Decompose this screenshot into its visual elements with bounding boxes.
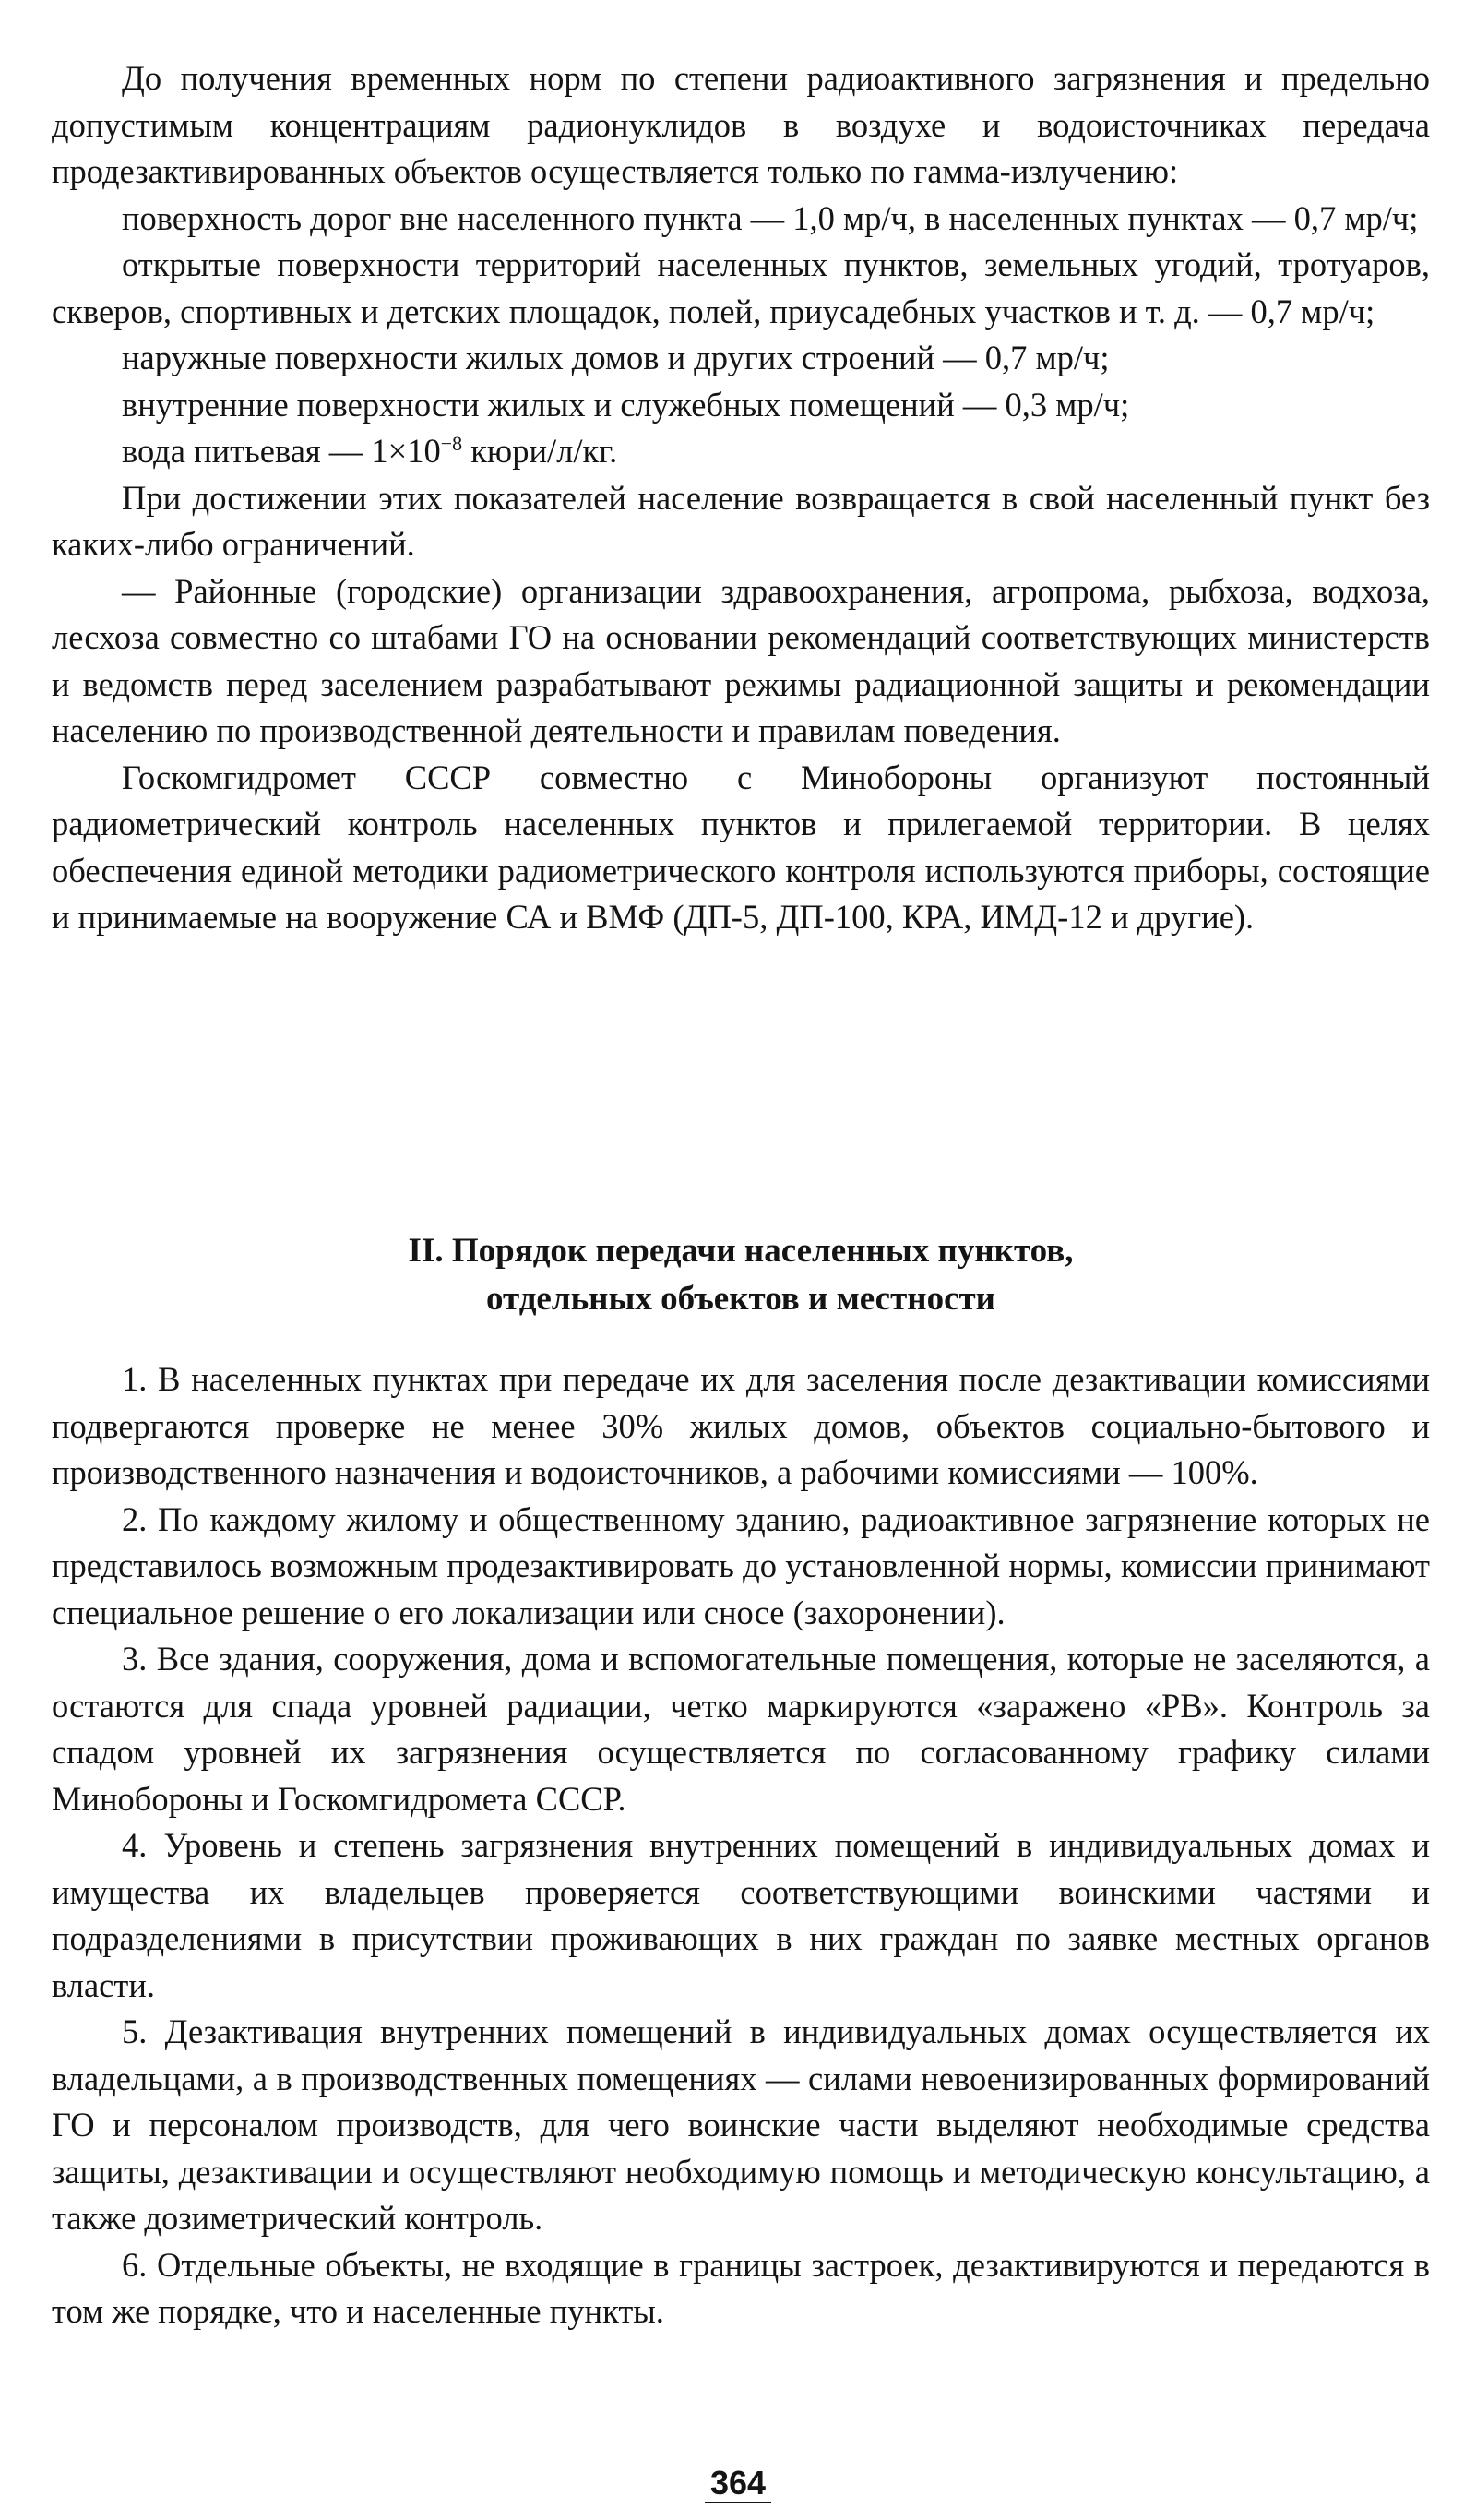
paragraph: Госкомгидромет СССР совместно с Минобороны организуют постоянный радиометрический контроль населенных пунктов и прилегаемой территории. В целях обеспечения единой методики радиометрического контроля используются приборы, состоящие и принимаемые на вооружение СА и ВМФ (ДП-5, ДП-100, КРА, ИМД-12 и другие). (52, 758, 1430, 936)
section-title-line-1: II. Порядок передачи населенных пунктов, (408, 1232, 1074, 1270)
paragraph: наружные поверхности жилых домов и других строений — 0,7 мр/ч; (122, 339, 1110, 376)
list-item: 6. Отдельные объекты, не входящие в границы застроек, дезактивируются и передаются в том же порядке, что и населенные пункты. (52, 2245, 1430, 2330)
section-items (52, 1356, 1430, 2335)
paragraph: поверхность дорог вне населенного пункта — 1,0 мр/ч, в населенных пунктах — 0,7 мр/ч; (122, 198, 1419, 237)
water-exponent: −8 (440, 431, 463, 455)
page-number: 364 (0, 2464, 1476, 2502)
paragraph: — Районные (городские) организации здравоохранения, агропрома, рыбхоза, водхоза, лесхоза совместно со штабами ГО на основании рекомендаций соответствующих министерств и ведомств перед заселением разрабатывают режимы радиационной защиты и рекомендации населению по производственной деятельности и правилам поведения. (52, 571, 1430, 749)
intro-text (52, 55, 1430, 941)
list-item: 3. Все здания, сооружения, дома и вспомогательные помещения, которые не заселяются, а остаются для спада уровней радиации, четко маркируются «заражено «РВ». Контроль за спадом уровней их загрязнения осуществляется по согласованному графику силами Минобороны и Госкомгидромета СССР. (52, 1640, 1430, 1818)
paragraph-water (52, 428, 1430, 475)
list-item: 5. Дезактивация внутренних помещений в индивидуальных домах осуществляется их владельцами, а в производственных помещениях — силами невоенизированных формирований ГО и персоналом производств, для чего воинские части выделяют необходимые средства защиты, дезактивации и осуществляют необходимую помощь и методическую консультацию, а также дозиметрический контроль. (52, 2012, 1430, 2237)
list-item: 4. Уровень и степень загрязнения внутренних помещений в индивидуальных домах и имущества их владельцев проверяется соответствующими воинскими частями и подразделениями в присутствии проживающих в них граждан по заявке местных органов власти. (52, 1826, 1430, 2004)
paragraph: открытые поверхности территорий населенных пунктов, земельных угодий, тротуаров, скверов, спортивных и детских площадок, полей, приусадебных участков и т. д. — 0,7 мр/ч; (52, 245, 1430, 330)
water-prefix: вода питьевая — 1×10 (122, 432, 441, 470)
section-title-line-2: отдельных объектов и местности (486, 1280, 995, 1318)
section-heading (52, 1227, 1430, 1323)
paragraph: До получения временных норм по степени радиоактивного загрязнения и предельно допустимым концентрациям радионуклидов в воздухе и водоисточниках передача продезактивированных объектов осуществляется только по гамма-излучению: (52, 59, 1430, 190)
paragraph: При достижении этих показателей население возвращается в свой населенный пункт без каких-либо ограничений. (52, 478, 1430, 563)
water-suffix: кюри/л/кг. (462, 432, 618, 470)
paragraph: внутренние поверхности жилых и служебных помещений — 0,3 мр/ч; (122, 385, 1130, 424)
list-item: 2. По каждому жилому и общественному зданию, радиоактивное загрязнение которых не представилось возможным продезактивировать до установленной нормы, комиссии принимают специальное решение о его локализации или сносе (захоронении). (52, 1499, 1430, 1631)
list-item: 1. В населенных пунктах при передаче их для заселения после дезактивации комиссиями подвергаются проверке не менее 30% жилых домов, объектов социально-бытового и производственного назначения и водоисточников, а рабочими комиссиями — 100%. (52, 1360, 1430, 1491)
